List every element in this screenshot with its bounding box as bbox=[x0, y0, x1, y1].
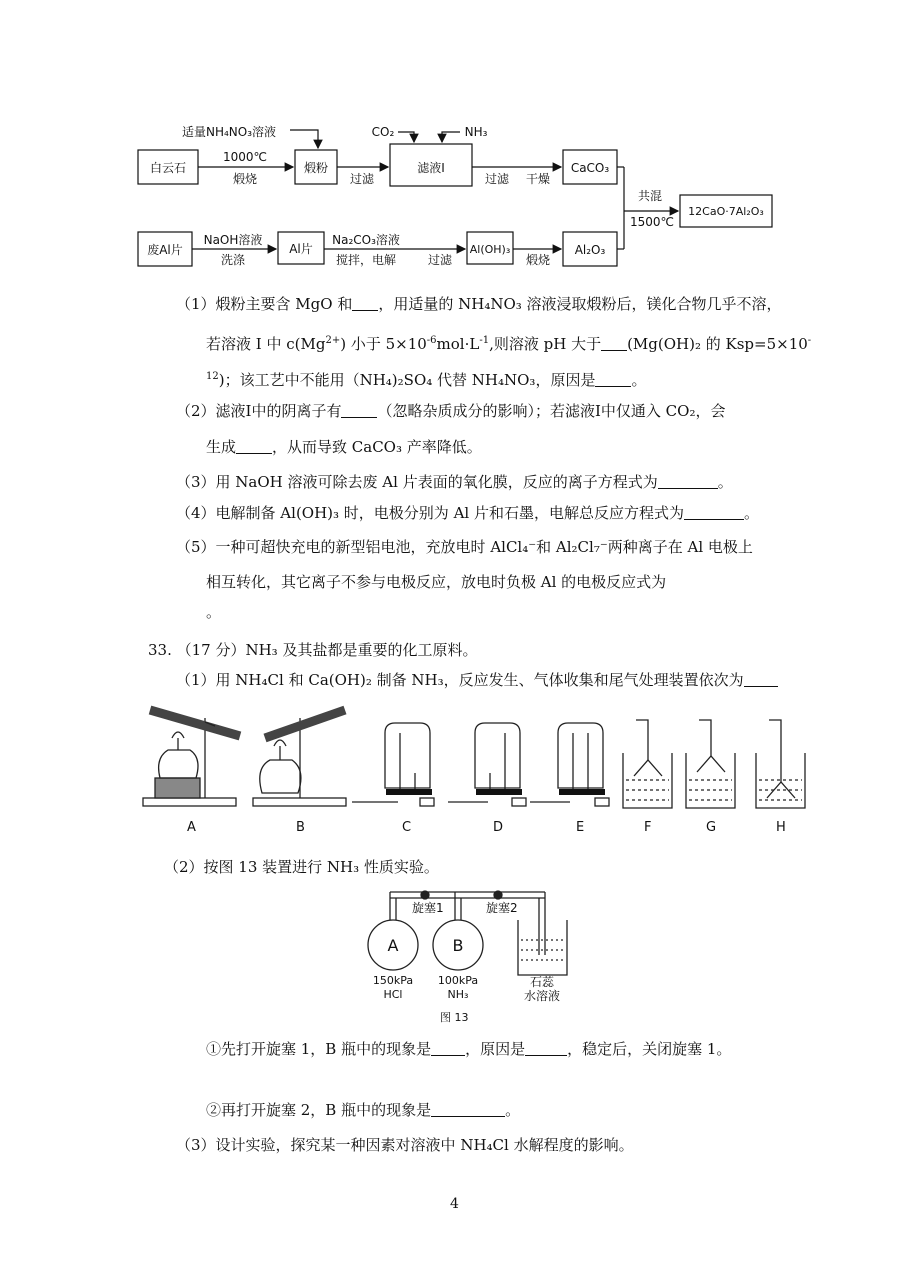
answer-blank[interactable] bbox=[601, 336, 627, 351]
q32-p4-a: （4）电解制备 Al(OH)₃ 时，电极分别为 Al 片和石墨，电解总反应方程式为 bbox=[176, 504, 684, 522]
answer-blank[interactable] bbox=[658, 474, 718, 489]
label-filtrate1: 滤液I bbox=[417, 161, 445, 175]
superscript: -1 bbox=[479, 335, 490, 346]
superscript: 2+ bbox=[325, 335, 341, 346]
q32-p2-d: ，从而导致 CaCO₃ 产率降低。 bbox=[272, 438, 482, 456]
flask-a-pressure: 150kPa bbox=[372, 974, 414, 987]
q32-line-3 bbox=[206, 367, 646, 390]
apparatus-label-a: A bbox=[187, 820, 196, 835]
superscript: - bbox=[807, 335, 812, 346]
q33-p2: （2）按图 13 装置进行 NH₃ 性质实验。 bbox=[164, 858, 439, 876]
label-dolomite: 白云石 bbox=[149, 161, 187, 175]
flask-a-gas: HCl bbox=[383, 988, 403, 1001]
stopcock2-label: 旋塞2 bbox=[486, 901, 518, 915]
q33-s1-b: ，原因是 bbox=[465, 1040, 526, 1058]
flask-b-label: B bbox=[452, 936, 464, 955]
apparatus-f bbox=[623, 720, 672, 808]
label-naoh-sol: NaOH溶液 bbox=[203, 233, 263, 247]
label-calcined-powder: 煅粉 bbox=[303, 161, 329, 175]
label-al-sheet: Al片 bbox=[289, 242, 313, 256]
flask-b-gas: NH₃ bbox=[447, 988, 469, 1001]
answer-blank[interactable] bbox=[341, 403, 377, 418]
flask-b-pressure: 100kPa bbox=[437, 974, 479, 987]
apparatus-e bbox=[530, 723, 609, 806]
answer-blank[interactable] bbox=[431, 1102, 505, 1117]
label-calcine2: 煅烧 bbox=[525, 253, 551, 267]
label-filter3: 过滤 bbox=[427, 253, 453, 267]
apparatus-label-g: G bbox=[706, 820, 717, 835]
q32-p1-d: ) 小于 5×10 bbox=[340, 335, 427, 353]
label-co2: CO₂ bbox=[371, 125, 395, 139]
apparatus-figure bbox=[0, 698, 909, 833]
answer-blank[interactable] bbox=[236, 439, 272, 454]
label-waste-al: 废Al片 bbox=[147, 243, 183, 257]
superscript: 12 bbox=[206, 371, 219, 382]
litmus-label-2: 水溶液 bbox=[523, 989, 561, 1003]
q33-s2-a: ②再打开旋塞 2，B 瓶中的现象是 bbox=[206, 1101, 432, 1119]
apparatus-label-d: D bbox=[493, 820, 504, 835]
apparatus-a bbox=[143, 710, 240, 806]
period: 。 bbox=[206, 603, 222, 621]
q33-p3: （3）设计实验，探究某一种因素对溶液中 NH₄Cl 水解程度的影响。 bbox=[176, 1136, 634, 1154]
apparatus-label-c: C bbox=[402, 820, 412, 835]
apparatus-label-e: E bbox=[576, 820, 585, 835]
period: 。 bbox=[505, 1101, 521, 1119]
q32-p5-b: 相互转化，其它离子不参与电极反应，放电时负极 Al 的电极反应式为 bbox=[206, 573, 667, 591]
label-al2o3: Al₂O₃ bbox=[574, 243, 606, 257]
answer-blank[interactable] bbox=[431, 1041, 465, 1056]
q32-line-9 bbox=[206, 572, 666, 592]
apparatus-h bbox=[756, 720, 805, 808]
q33-line-1 bbox=[176, 670, 778, 690]
q33-line-5 bbox=[176, 1135, 634, 1155]
label-product: 12CaO·7Al₂O₃ bbox=[688, 205, 764, 218]
q32-p1-h: )；该工艺中不能用（NH₄)₂SO₄ 代替 NH₄NO₃，原因是 bbox=[218, 371, 596, 389]
label-nh3: NH₃ bbox=[464, 125, 488, 139]
label-calcine1: 煅烧 bbox=[232, 172, 258, 186]
q33-p1: （1）用 NH₄Cl 和 Ca(OH)₂ 制备 NH₃，反应发生、气体收集和尾气处理装置依次为 bbox=[176, 671, 744, 689]
q32-line-1 bbox=[176, 294, 782, 314]
q33-heading bbox=[148, 640, 477, 660]
q32-line-4 bbox=[176, 401, 725, 421]
q32-line-5 bbox=[206, 437, 482, 457]
q32-p2-b: （忽略杂质成分的影响）；若滤液Ⅰ中仅通入 CO₂，会 bbox=[377, 402, 726, 420]
apparatus-b bbox=[253, 710, 346, 806]
q32-line-6 bbox=[176, 472, 733, 492]
answer-blank[interactable] bbox=[352, 296, 378, 311]
q32-line-10 bbox=[206, 602, 221, 622]
figure-13 bbox=[0, 880, 909, 1010]
q33-line-2 bbox=[164, 857, 439, 877]
q32-p1-b: ，用适量的 NH₄NO₃ 溶液浸取煅粉后，镁化合物几乎不溶， bbox=[378, 295, 782, 313]
label-temp1: 1000℃ bbox=[222, 150, 268, 164]
label-filter1: 过滤 bbox=[349, 172, 375, 186]
q32-p1-e: mol·L bbox=[436, 335, 480, 353]
process-flowchart bbox=[0, 0, 909, 280]
q32-p1-f: ,则溶液 pH 大于 bbox=[489, 335, 602, 353]
period: 。 bbox=[743, 504, 759, 522]
q32-p2-c: 生成 bbox=[206, 438, 237, 456]
answer-blank[interactable] bbox=[595, 372, 631, 387]
apparatus-g bbox=[686, 720, 735, 808]
label-wash: 洗涤 bbox=[220, 253, 246, 267]
apparatus-label-h: H bbox=[776, 820, 786, 835]
q32-line-7 bbox=[176, 503, 759, 523]
q32-p3-a: （3）用 NaOH 溶液可除去废 Al 片表面的氧化膜，反应的离子方程式为 bbox=[176, 473, 658, 491]
label-stir-electrolyze: 搅拌，电解 bbox=[335, 253, 397, 267]
page-number: 4 bbox=[450, 1196, 459, 1212]
period: 。 bbox=[631, 371, 647, 389]
q32-p1-a: （1）煅粉主要含 MgO 和 bbox=[176, 295, 353, 313]
label-dry: 干燥 bbox=[525, 172, 551, 186]
apparatus-d bbox=[448, 723, 526, 806]
q32-p1-c: 若溶液 I 中 c(Mg bbox=[206, 335, 326, 353]
answer-blank[interactable] bbox=[525, 1041, 567, 1056]
q33-line-3 bbox=[206, 1039, 731, 1059]
q32-line-8 bbox=[176, 537, 753, 557]
q32-line-2 bbox=[206, 331, 811, 354]
period: 。 bbox=[717, 473, 733, 491]
stopcock1-label: 旋塞1 bbox=[412, 901, 444, 915]
apparatus-label-b: B bbox=[296, 820, 305, 835]
superscript: -6 bbox=[426, 335, 437, 346]
label-caco3: CaCO₃ bbox=[570, 161, 610, 175]
apparatus-label-f: F bbox=[644, 820, 652, 835]
q32-p1-g: (Mg(OH)₂ 的 Ksp=5×10 bbox=[627, 335, 808, 353]
q32-p5-a: （5）一种可超快充电的新型铝电池，充放电时 AlCl₄⁻和 Al₂Cl₇⁻两种离子在 Al 电极上 bbox=[176, 538, 753, 556]
q32-p2-a: （2）滤液Ⅰ中的阴离子有 bbox=[176, 402, 342, 420]
figure-13-caption: 图 13 bbox=[440, 1011, 469, 1024]
q33-s1-c: ，稳定后，关闭旋塞 1。 bbox=[567, 1040, 732, 1058]
litmus-label-1: 石蕊 bbox=[529, 975, 555, 989]
q33-head-text: 33. （17 分）NH₃ 及其盐都是重要的化工原料。 bbox=[148, 641, 478, 659]
label-mix: 共混 bbox=[637, 189, 663, 203]
answer-blank[interactable] bbox=[684, 505, 744, 520]
apparatus-c bbox=[352, 723, 434, 806]
label-temp2: 1500℃ bbox=[629, 215, 675, 229]
label-na2co3-sol: Na₂CO₃溶液 bbox=[332, 233, 400, 247]
q33-line-4 bbox=[206, 1100, 520, 1120]
label-filter2: 过滤 bbox=[484, 172, 510, 186]
answer-blank[interactable] bbox=[744, 672, 778, 687]
label-add-nh4no3: 适量NH₄NO₃溶液 bbox=[182, 125, 277, 139]
flask-a-label: A bbox=[387, 936, 399, 955]
q33-s1-a: ①先打开旋塞 1，B 瓶中的现象是 bbox=[206, 1040, 432, 1058]
label-aloh3: Al(OH)₃ bbox=[469, 243, 511, 256]
